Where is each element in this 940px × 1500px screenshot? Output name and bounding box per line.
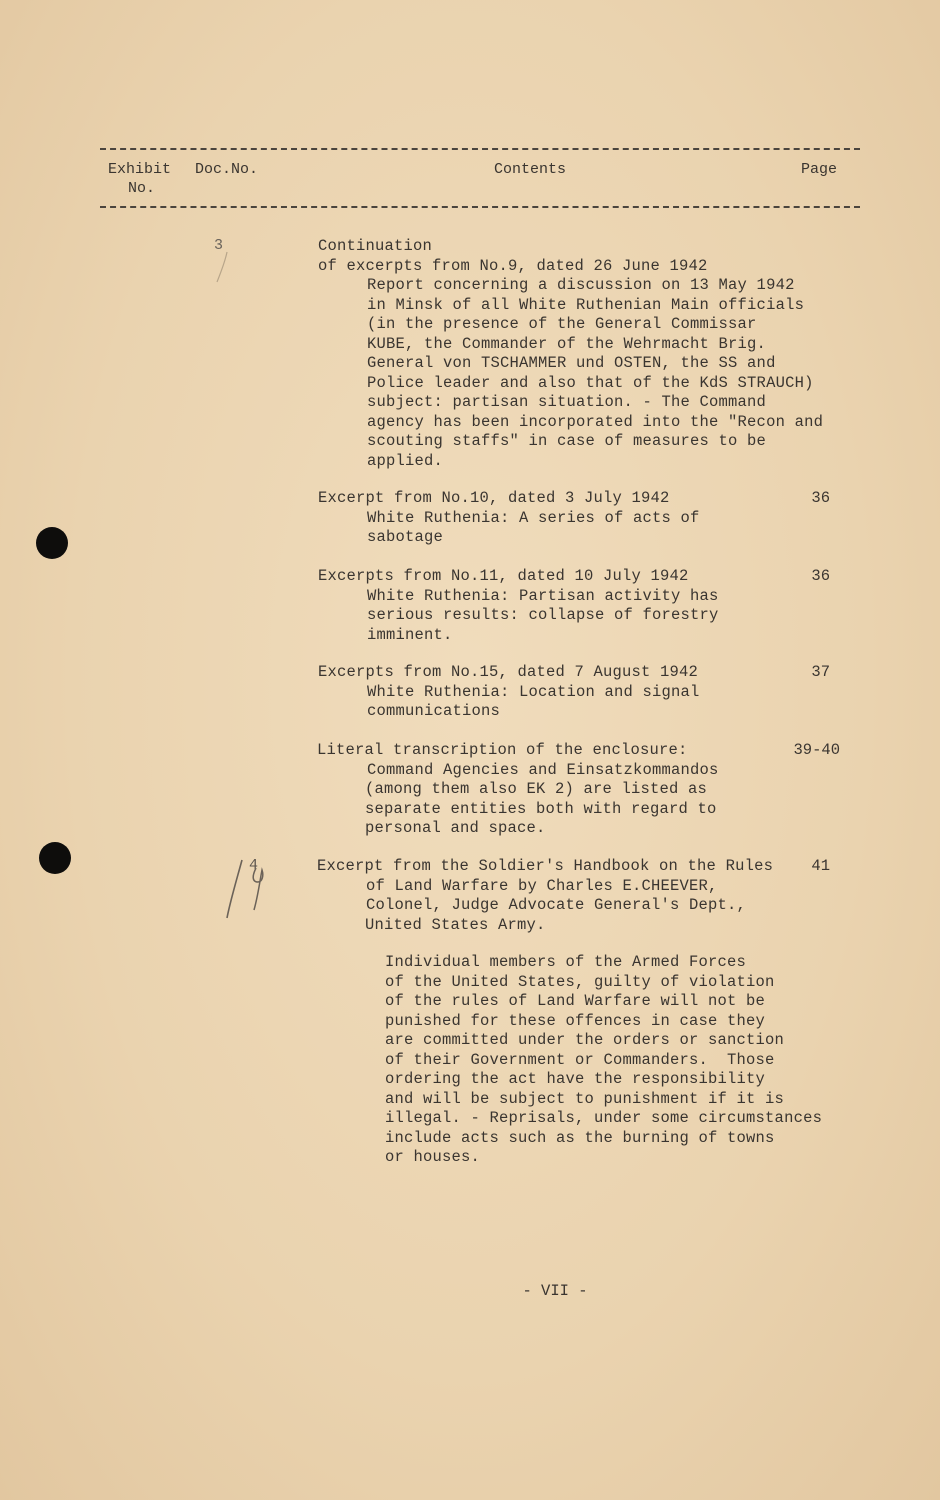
- header-doc-no: Doc.No.: [195, 161, 259, 178]
- entry-literal-line: personal and space.: [365, 819, 546, 837]
- entry-no15-page: 37: [811, 663, 830, 681]
- entry-no10-line: sabotage: [367, 528, 444, 546]
- entry-3-line: Continuation: [318, 237, 433, 255]
- entry-4-line: Excerpt from the Soldier's Handbook on the Rules: [317, 857, 774, 875]
- entry-no11-line: serious results: collapse of forestry: [367, 606, 719, 624]
- entry-no15-line: White Ruthenia: Location and signal: [367, 682, 700, 701]
- header-top-rule: [100, 148, 860, 150]
- exhibit-number-4: 4: [249, 857, 259, 874]
- entry-literal-line: separate entities both with regard to: [365, 799, 717, 818]
- entry-no10-page: 36: [811, 489, 830, 507]
- entry-3-line: Police leader and also that of the KdS STRAUCH): [367, 373, 814, 392]
- quote-line: and will be subject to punishment if it is: [385, 1089, 785, 1108]
- entry-3-line: subject: partisan situation. - The Command: [367, 393, 767, 411]
- entry-3-line: of excerpts from No.9, dated 26 June 1942: [318, 256, 708, 275]
- quote-line: are committed under the orders or sanction: [385, 1031, 785, 1049]
- quote-line: of their Government or Commanders. Those: [385, 1050, 775, 1069]
- entry-3-line: agency has been incorporated into the "Recon and: [367, 412, 824, 431]
- header-bottom-rule: [100, 206, 860, 208]
- entry-3-line: scouting staffs" in case of measures to be: [367, 432, 767, 450]
- punch-hole-bottom: [39, 842, 71, 874]
- entry-literal-line: Command Agencies and Einsatzkommandos: [367, 760, 719, 779]
- entry-3-line: applied.: [367, 451, 444, 470]
- entry-4-line: Colonel, Judge Advocate General's Dept.,: [366, 896, 747, 914]
- quote-line: of the United States, guilty of violation: [385, 972, 775, 991]
- entry-literal-line: (among them also EK 2) are listed as: [365, 780, 708, 798]
- quote-line: of the rules of Land Warfare will not be: [385, 992, 766, 1010]
- entry-3-line: KUBE, the Commander of the Wehrmacht Brig.: [367, 334, 767, 353]
- pencil-mark-3: [205, 248, 245, 288]
- pencil-mark-4: [222, 852, 282, 932]
- header-exhibit-no: No.: [128, 180, 156, 197]
- entry-no11-line: imminent.: [367, 625, 453, 644]
- header-contents: Contents: [494, 161, 567, 178]
- entry-4-line: of Land Warfare by Charles E.CHEEVER,: [366, 876, 718, 895]
- entry-no11-page: 36: [811, 567, 830, 585]
- entry-no11-line: White Ruthenia: Partisan activity has: [367, 586, 719, 605]
- quote-line: punished for these offences in case they: [385, 1011, 766, 1030]
- quote-line: illegal. - Reprisals, under some circumstances: [385, 1109, 823, 1127]
- entry-literal-page: 39-40: [793, 741, 840, 759]
- entry-no10-line: White Ruthenia: A series of acts of: [367, 508, 700, 527]
- entry-3-line: in Minsk of all White Ruthenian Main officials: [367, 295, 805, 314]
- entry-3-line: General von TSCHAMMER und OSTEN, the SS and: [367, 354, 776, 372]
- quote-line: Individual members of the Armed Forces: [385, 953, 747, 971]
- exhibit-number-3: 3: [214, 237, 224, 254]
- entry-no15-line: Excerpts from No.15, dated 7 August 1942: [318, 663, 699, 681]
- entry-no10-line: Excerpt from No.10, dated 3 July 1942: [318, 489, 670, 507]
- entry-no11-line: Excerpts from No.11, dated 10 July 1942: [318, 567, 689, 585]
- quote-line: include acts such as the burning of towns: [385, 1128, 775, 1147]
- page-number: - VII -: [522, 1282, 588, 1300]
- header-page: Page: [801, 161, 838, 178]
- entry-3-line: Report concerning a discussion on 13 May 1942: [367, 276, 795, 294]
- header-exhibit: Exhibit: [108, 161, 172, 178]
- punch-hole-top: [36, 527, 68, 559]
- quote-line: or houses.: [385, 1148, 481, 1166]
- quote-line: ordering the act have the responsibility: [385, 1070, 766, 1088]
- entry-no15-line: communications: [367, 702, 501, 720]
- entry-literal-line: Literal transcription of the enclosure:: [317, 741, 688, 759]
- entry-4-page: 41: [811, 857, 830, 875]
- entry-4-line: United States Army.: [365, 915, 546, 934]
- entry-3-line: (in the presence of the General Commissar: [367, 315, 757, 333]
